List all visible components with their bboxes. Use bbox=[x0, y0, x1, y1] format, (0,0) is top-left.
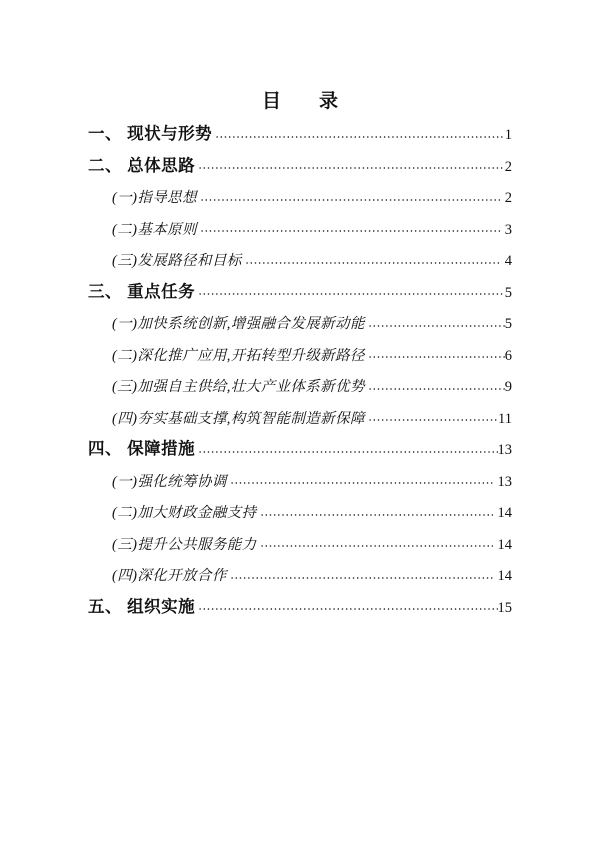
toc-entry bbox=[88, 214, 512, 246]
toc-page-number: 5 bbox=[504, 284, 512, 301]
toc-entry bbox=[88, 529, 512, 561]
toc-entry-label: (二)深化推广应用,开拓转型升级新路径 bbox=[112, 347, 365, 364]
toc-entry bbox=[88, 245, 512, 277]
toc-page-number: 6 bbox=[504, 347, 512, 364]
dot-leader bbox=[198, 434, 497, 454]
toc-entry-label: (三)提升公共服务能力 bbox=[112, 536, 257, 553]
toc-entry-label: (一)加快系统创新,增强融合发展新动能 bbox=[112, 316, 365, 332]
toc-page-number: 15 bbox=[497, 599, 512, 616]
toc-entry-label: (二)基本原则 bbox=[112, 221, 197, 238]
toc-entry-label: 四、 保障措施 bbox=[88, 440, 196, 458]
toc-entry bbox=[88, 466, 512, 498]
toc-entry-label: (一)指导思想 bbox=[112, 190, 197, 206]
toc-entry-label: (四)深化开放合作 bbox=[112, 568, 227, 584]
toc-page-number: 5 bbox=[504, 316, 512, 332]
toc-page-number: 14 bbox=[497, 505, 512, 521]
toc-entry-label: (三)加强自主供给,壮大产业体系新优势 bbox=[112, 379, 365, 395]
toc-title: 目 录 bbox=[261, 91, 338, 112]
toc-entry-label: 五、 组织实施 bbox=[88, 597, 196, 616]
dot-leader bbox=[368, 308, 505, 328]
dot-leader bbox=[230, 466, 493, 486]
toc-page-number: 11 bbox=[498, 410, 512, 427]
toc-page-number: 2 bbox=[504, 190, 512, 206]
toc-page-number: 1 bbox=[504, 127, 512, 143]
toc-entry bbox=[88, 560, 512, 592]
dot-leader bbox=[198, 592, 497, 612]
toc-page-number: 13 bbox=[497, 442, 512, 458]
toc-entry bbox=[88, 308, 512, 340]
toc-entry-label: 一、 现状与形势 bbox=[88, 125, 213, 143]
toc-entry bbox=[88, 151, 512, 183]
toc-entry bbox=[88, 497, 512, 529]
toc-entry bbox=[88, 182, 512, 214]
toc-list bbox=[88, 119, 512, 623]
dot-leader bbox=[215, 119, 505, 139]
dot-leader bbox=[198, 277, 505, 297]
dot-leader bbox=[260, 497, 493, 517]
toc-entry-label: (三)发展路径和目标 bbox=[112, 253, 242, 269]
toc-page-number: 13 bbox=[497, 473, 512, 490]
dot-leader bbox=[245, 245, 500, 265]
dot-leader bbox=[368, 403, 498, 423]
toc-entry-label: 三、 重点任务 bbox=[88, 282, 196, 301]
toc-entry-label: (四)夯实基础支撑,构筑智能制造新保障 bbox=[112, 410, 365, 427]
dot-leader bbox=[200, 182, 500, 202]
toc-page-number: 2 bbox=[504, 158, 512, 175]
toc-page-number: 4 bbox=[504, 253, 512, 269]
toc-entry bbox=[88, 371, 512, 403]
toc-entry bbox=[88, 119, 512, 151]
dot-leader bbox=[260, 529, 493, 549]
dot-leader bbox=[198, 151, 505, 171]
toc-page-number: 9 bbox=[504, 379, 512, 395]
toc-page-number: 14 bbox=[497, 568, 512, 584]
dot-leader bbox=[368, 340, 505, 360]
toc-entry bbox=[88, 403, 512, 435]
toc-entry-label: 二、 总体思路 bbox=[88, 156, 196, 175]
toc-entry bbox=[88, 592, 512, 624]
toc-entry-label: (一)强化统筹协调 bbox=[112, 473, 227, 490]
toc-page-number: 14 bbox=[497, 536, 512, 553]
toc-entry bbox=[88, 340, 512, 372]
toc-entry-label: (二)加大财政金融支持 bbox=[112, 505, 257, 521]
toc-page-number: 3 bbox=[504, 221, 512, 238]
toc-entry bbox=[88, 277, 512, 309]
toc-entry bbox=[88, 434, 512, 466]
dot-leader bbox=[230, 560, 493, 580]
dot-leader bbox=[200, 214, 500, 234]
dot-leader bbox=[368, 371, 505, 391]
